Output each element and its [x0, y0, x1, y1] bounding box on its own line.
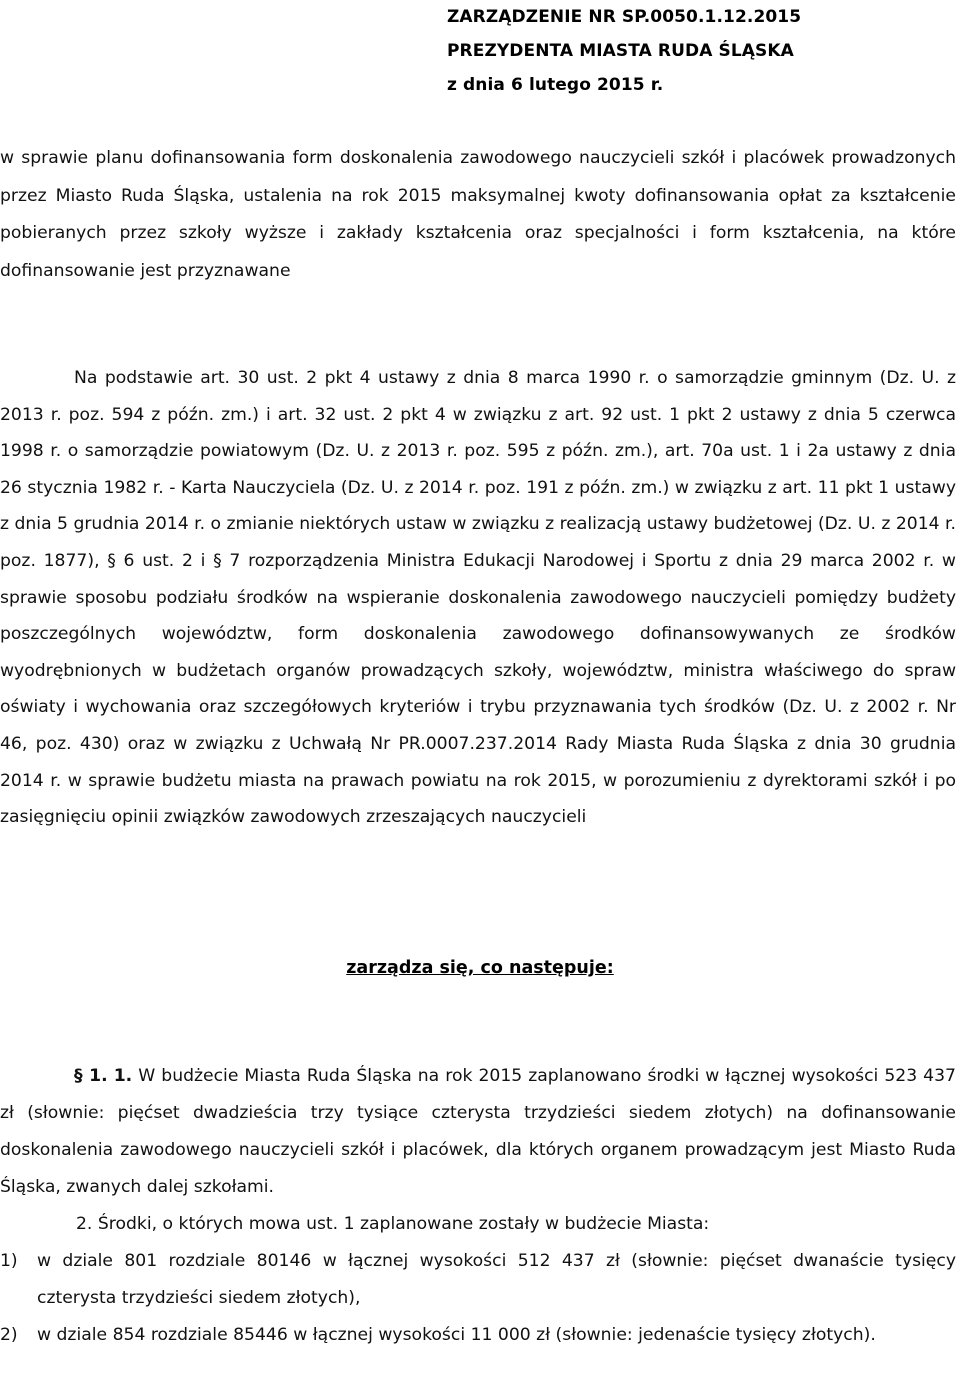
list-item-text: w dziale 854 rozdziale 85446 w łącznej wysokości 11 000 zł (słownie: jedenaście tysięcy złotych).	[37, 1325, 876, 1345]
document-header	[447, 0, 927, 102]
list-item-number: 2)	[0, 1325, 18, 1345]
list-item	[0, 1243, 956, 1317]
orders-heading	[0, 950, 960, 986]
list-item	[0, 1317, 956, 1354]
issue-date: z dnia 6 lutego 2015 r.	[447, 75, 664, 95]
legal-basis-paragraph: Na podstawie art. 30 ust. 2 pkt 4 ustawy z dnia 8 marca 1990 r. o samorządzie gminnym (Dz. U. z 2013 r. poz. 594 z późn. zm.) i art. 32 ust. 2 pkt 4 w związku z art. 92 ust. 1 pkt 2 ustawy z dnia 5 czerwca 1998 r. o samorządzie powiatowym (Dz. U. z 2013 r. poz. 595 z późn. zm.), art. 70a ust. 1 i 2a ustawy z dnia 26 stycznia 1982 r. - Karta Nauczyciela (Dz. U. z 2014 r. poz. 191 z późn. zm.) w związku z art. 11 pkt 1 ustawy z dnia 5 grudnia 2014 r. o zmianie niektórych ustaw w związku z realizacją ustawy budżetowej (Dz. U. z 2014 r. poz. 1877), § 6 ust. 2 i § 7 rozporządzenia Ministra Edukacji Narodowej i Sportu z dnia 29 marca 2002 r. w sprawie sposobu podziału środków na wspieranie doskonalenia zawodowego nauczycieli pomiędzy budżety poszczególnych województw, form doskonalenia zawodowego dofinansowywanych ze środków wyodrębnionych w budżetach organów prowadzących szkoły, województw, ministra właściwego do spraw oświaty i wychowania oraz szczegółowych kryteriów i trybu przyznawania tych środków (Dz. U. z 2002 r. Nr 46, poz. 430) oraz w związku z Uchwałą Nr PR.0007.237.2014 Rady Miasta Ruda Śląska z dnia 30 grudnia 2014 r. w sprawie budżetu miasta na prawach powiatu na rok 2015, w porozumieniu z dyrektorami szkół i po zasięgnięciu opinii związków zawodowych zrzeszających nauczycieli	[0, 368, 957, 828]
list-item-text: w dziale 801 rozdziale 80146 w łącznej wysokości 512 437 zł (słownie: pięćset dwanaście tysięcy czterysta trzydzieści siedem złotych),	[37, 1251, 956, 1308]
ordinance-number: ZARZĄDZENIE NR SP.0050.1.12.2015	[447, 7, 802, 27]
ordinance-subject: w sprawie planu dofinansowania form doskonalenia zawodowego nauczycieli szkół i placówek prowadzonych przez Miasto Ruda Śląska, ustalenia na rok 2015 maksymalnej kwoty dofinansowania opłat za kształcenie pobieranych przez szkoły wyższe i zakłady kształcenia oraz specjalności i form kształcenia, na które dofinansowanie jest przyznawane	[0, 148, 956, 281]
budget-items-list	[0, 1243, 956, 1354]
issuer-title: PREZYDENTA MIASTA RUDA ŚLĄSKA	[447, 41, 794, 61]
section-1-point-2: 2. Środki, o których mowa ust. 1 zaplanowane zostały w budżecie Miasta:	[76, 1214, 710, 1234]
section-1-label: § 1.	[74, 1066, 108, 1086]
list-item-number: 1)	[0, 1251, 18, 1271]
section-1-point-1	[0, 1058, 956, 1206]
orders-heading-text: zarządza się, co następuje:	[346, 958, 614, 978]
point-1-number: 1.	[113, 1066, 133, 1086]
point-1-text: W budżecie Miasta Ruda Śląska na rok 2015 zaplanowano środki w łącznej wysokości 523 437 zł (słownie: pięćset dwadzieścia trzy tysiące czterysta trzydzieści siedem złotych) na dofinansowanie doskonalenia zawodowego nauczycieli szkół i placówek, dla których organem prowadzącym jest Miasto Ruda Śląska, zwanych dalej szkołami.	[0, 1066, 956, 1197]
